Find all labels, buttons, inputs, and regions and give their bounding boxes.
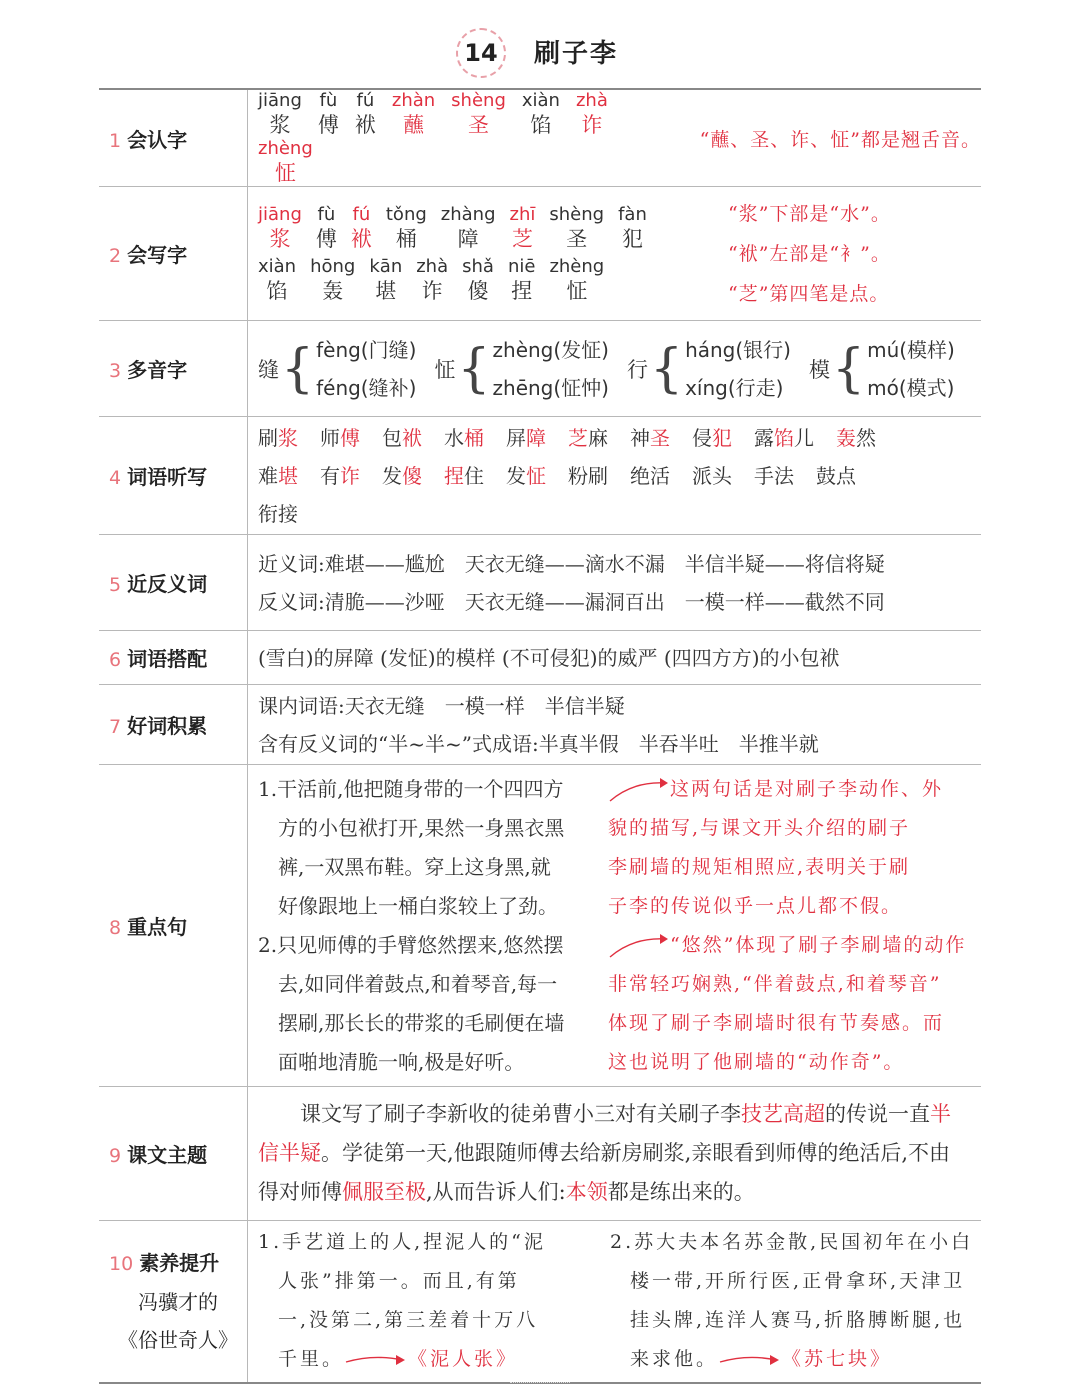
story-line: 千里。	[278, 1348, 345, 1371]
lesson-header	[0, 0, 1080, 90]
row-content	[248, 535, 982, 631]
row-label: 10 素养提升 冯骥才的 《俗世奇人》	[99, 1221, 248, 1383]
polyphonic-item: 怔 { zhèng(发怔) zhēng(怔忡)	[434, 337, 609, 400]
pinyin-line-2	[258, 256, 728, 304]
pinyin-char: fù 傅	[315, 203, 337, 251]
pinyin-char: zhèng 怔	[549, 255, 605, 303]
pinyin-char: jiāng 浆	[258, 90, 302, 137]
pinyin-char: zhà 诈	[416, 255, 449, 303]
good-words-line-2: 含有反义词的“半~半~”式成语:半真半假 半吞半吐 半推半就	[258, 731, 819, 756]
row-key-sentences	[99, 765, 981, 1087]
dictation-word: 屏障	[506, 425, 546, 450]
highlight: 佩服至极	[342, 1180, 426, 1204]
pinyin-char: fù 傅	[317, 90, 339, 137]
pinyin-char: zhà 诈	[575, 90, 608, 137]
dictation-word: 粉刷	[568, 463, 608, 488]
sentence-line: 好像跟地上一桶白浆较上了劲。	[278, 893, 558, 918]
row-label: 8 重点句	[99, 765, 248, 1087]
sentence-line: 1.干活前,他把随身带的一个四四方	[258, 776, 564, 801]
lesson-number-badge	[456, 28, 506, 78]
dictation-word: 手法	[754, 463, 794, 488]
analysis-note	[608, 926, 967, 1082]
antonyms-line: 反义词:清脆——沙哑 天衣无缝——漏洞百出 一模一样——截然不同	[258, 589, 885, 614]
dictation-word: 鼓点	[816, 463, 856, 488]
dictation-word: 露馅儿	[754, 425, 814, 450]
arrow-icon	[718, 1350, 782, 1370]
highlight: 半信半疑	[258, 1102, 951, 1165]
dictation-word: 衔接	[258, 501, 298, 526]
row-content	[248, 321, 982, 417]
sentence-line: 面啪地清脆一响,极是好听。	[278, 1049, 525, 1074]
good-words-line-1: 课内词语:天衣无缝 一模一样 半信半疑	[258, 693, 625, 718]
dictation-word: 刷浆	[258, 425, 298, 450]
row-label: 5 近反义词	[99, 535, 248, 631]
highlight: 本领	[565, 1180, 608, 1204]
sentence-line: 裤,一双黑布鞋。穿上这身黑,就	[278, 854, 551, 879]
arrow-icon	[608, 933, 670, 959]
pinyin-char: fú 袱	[354, 90, 376, 137]
story-2	[598, 1223, 980, 1379]
story-1	[258, 1223, 598, 1379]
analysis-line: “悠然”体现了刷子李刷墙的动作	[670, 933, 967, 956]
row-collocation	[99, 631, 981, 685]
row-content	[248, 1221, 982, 1383]
arrow-icon	[344, 1350, 408, 1370]
sentence-line: 2.只见师傅的手臂悠然摆来,悠然摆	[258, 932, 564, 957]
key-sentence-2	[258, 926, 981, 1082]
row-content	[248, 631, 982, 685]
tip-note: “蘸、圣、诈、怔”都是翘舌音。	[699, 128, 981, 151]
book-author: 冯骥才的	[138, 1289, 218, 1314]
pinyin-char: kān 堪	[369, 255, 403, 303]
story-line: 2.苏大夫本名苏金散,民国初年在小白	[610, 1231, 974, 1254]
row-write-chars	[99, 187, 981, 321]
sentence-line: 去,如同伴着鼓点,和着琴音,每一	[278, 971, 558, 996]
story-line: 一,没第二,第三差着十万八	[278, 1309, 539, 1332]
pinyin-char: xiàn 馅	[258, 255, 297, 303]
row-label: 6 词语搭配	[99, 631, 248, 685]
key-sentence-1	[258, 770, 981, 926]
pinyin-char: fàn 犯	[618, 203, 647, 251]
dictation-word: 神圣	[630, 425, 670, 450]
polyphonic-item: 模 { mú(模样) mó(模式)	[809, 337, 955, 400]
pinyin-char: zhàng 障	[440, 203, 496, 251]
pinyin-line-1	[258, 204, 728, 252]
row-label: 1 会认字	[99, 89, 248, 187]
analysis-note	[608, 770, 954, 926]
story-line: 挂头牌,连洋人赛马,折胳膊断腿,也	[630, 1309, 966, 1332]
dictation-word: 轰然	[836, 425, 876, 450]
pinyin-char: zhàn 蘸	[391, 90, 436, 137]
tip-note: “浆”下部是“水”。	[728, 202, 891, 225]
polyphonic-item: 行 { háng(银行) xíng(行走)	[626, 337, 791, 400]
story-answer: 《苏七块》	[782, 1348, 893, 1371]
row-content	[248, 187, 982, 321]
polyphonic-item: 缝 { fèng(门缝) féng(缝补)	[258, 337, 417, 400]
row-label: 9 课文主题	[99, 1087, 248, 1221]
highlight: 技艺高超	[741, 1102, 825, 1126]
dictation-word: 发傻	[382, 463, 422, 488]
pinyin-list	[258, 90, 682, 186]
pinyin-char: xiàn 馅	[521, 90, 560, 137]
dictation-word: 侵犯	[692, 425, 732, 450]
dictation-word: 包袱	[382, 425, 422, 450]
row-label: 3 多音字	[99, 321, 248, 417]
dictation-word: 有诈	[320, 463, 360, 488]
story-line: 人张”排第一。而且,有第	[278, 1270, 520, 1293]
polyphonic-list	[258, 331, 981, 407]
tip-note: “芝”第四笔是点。	[728, 282, 890, 305]
pinyin-char: shèng 圣	[549, 203, 605, 251]
sentence-line: 方的小包袱打开,果然一身黑衣黑	[278, 815, 565, 840]
footer-divider	[510, 1382, 570, 1389]
row-recognize-chars	[99, 89, 981, 187]
analysis-line: 体现了刷子李刷墙时很有节奏感。而	[608, 1011, 945, 1034]
row-literacy	[99, 1221, 981, 1383]
row-polyphonic	[99, 321, 981, 417]
dictation-word: 派头	[692, 463, 732, 488]
pinyin-char: shǎ 傻	[462, 255, 494, 303]
pinyin-char: niē 捏	[507, 255, 536, 303]
analysis-line: 子李的传说似乎一点儿都不假。	[608, 894, 903, 917]
dictation-word: 绝活	[630, 463, 670, 488]
analysis-line: 李刷墙的规矩相照应,表明关于刷	[608, 855, 911, 878]
dictation-word: 难堪	[258, 463, 298, 488]
row-label: 4 词语听写	[99, 417, 248, 535]
tip-note: “袱”左部是“衤”。	[728, 242, 891, 265]
row-label: 2 会写字	[99, 187, 248, 321]
arrow-icon	[608, 777, 670, 803]
sentence-line: 摆刷,那长长的带浆的毛刷便在墙	[278, 1010, 565, 1035]
row-synonyms	[99, 535, 981, 631]
pinyin-char: tǒng 桶	[385, 203, 427, 251]
pinyin-char: fú 袱	[350, 203, 372, 251]
collocation-text: (雪白)的屏障 (发怔)的模样 (不可侵犯)的威严 (四四方方)的小包袱	[258, 645, 840, 670]
pinyin-char: shèng 圣	[451, 90, 506, 137]
row-good-words	[99, 685, 981, 765]
tip-notes	[728, 194, 891, 314]
lesson-title: 刷子李	[534, 39, 619, 69]
analysis-line: 这也说明了他刷墙的“动作奇”。	[608, 1050, 905, 1073]
analysis-line: 貌的描写,与课文开头介绍的刷子	[608, 816, 911, 839]
theme-paragraph: 课文写了刷子李新收的徒弟曹小三对有关刷子李技艺高超的传说一直半信半疑。学徒第一天,他跟随师傅去给新房刷浆,亲眼看到师傅的绝活后,不由得对师傅佩服至极,从而告诉人们:本领都是练出来的。	[258, 1102, 951, 1204]
dictation-word: 发怔	[506, 463, 546, 488]
book-title: 《俗世奇人》	[118, 1327, 238, 1352]
row-content	[248, 417, 982, 535]
dictation-word: 水桶	[444, 425, 484, 450]
story-line: 1.手艺道上的人,捏泥人的“泥	[258, 1231, 546, 1254]
row-theme	[99, 1087, 981, 1221]
row-label: 7 好词积累	[99, 685, 248, 765]
analysis-line: 非常轻巧娴熟,“伴着鼓点,和着琴音”	[608, 972, 942, 995]
story-line: 楼一带,开所行医,正骨拿环,天津卫	[630, 1270, 966, 1293]
analysis-line: 这两句话是对刷子李动作、外	[670, 777, 944, 800]
pinyin-char: zhèng 怔	[258, 138, 313, 185]
story-line: 来求他。	[630, 1348, 719, 1371]
dictation-words	[258, 419, 981, 533]
pinyin-char: zhī 芝	[509, 203, 536, 251]
dictation-word: 芝麻	[568, 425, 608, 450]
row-content	[248, 89, 982, 187]
story-answer: 《泥人张》	[408, 1348, 519, 1371]
pinyin-char: hōng 轰	[310, 255, 356, 303]
lesson-number: 14	[464, 39, 498, 67]
row-content	[248, 1087, 982, 1221]
synonyms-line: 近义词:难堪——尴尬 天衣无缝——滴水不漏 半信半疑——将信将疑	[258, 551, 885, 576]
dictation-word: 师傅	[320, 425, 360, 450]
row-content	[248, 765, 982, 1087]
row-dictation	[99, 417, 981, 535]
row-content	[248, 685, 982, 765]
dictation-word: 捏住	[444, 463, 484, 488]
study-table	[99, 88, 981, 1384]
pinyin-char: jiāng 浆	[258, 203, 302, 251]
